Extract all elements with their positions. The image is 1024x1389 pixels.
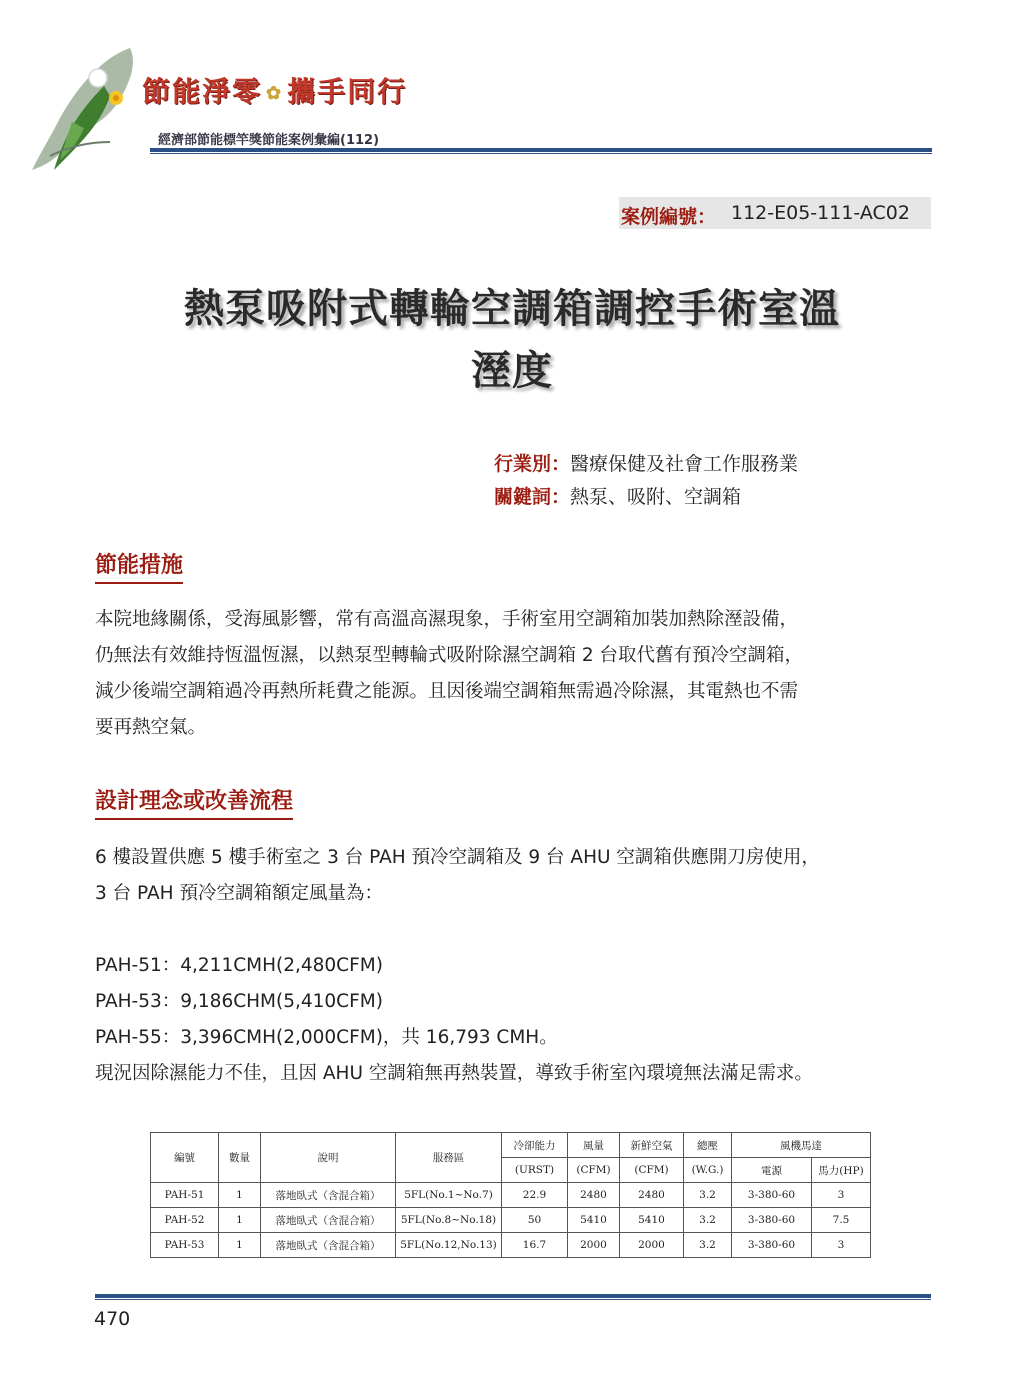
footer-rule-thin: [95, 1299, 931, 1300]
paragraph-line: 要再熱空氣。: [95, 717, 207, 738]
header-hp: 馬力(HP): [812, 1158, 871, 1183]
cell-cooling: 22.9: [502, 1183, 568, 1208]
flower-dot-icon: ✿: [266, 83, 284, 104]
cell-pressure: 3.2: [684, 1233, 732, 1258]
section-heading-energy-measures: 節能措施: [95, 548, 183, 584]
keywords-value: 熱泵、吸附、空調箱: [570, 486, 742, 508]
cell-airflow: 2000: [568, 1233, 620, 1258]
header-pressure-unit: (W.G.): [684, 1158, 732, 1183]
header-slogan: [142, 70, 407, 110]
case-number-label: 案例編號：: [621, 206, 717, 228]
cell-cooling: 50: [502, 1208, 568, 1233]
industry-value: 醫療保健及社會工作服務業: [570, 453, 799, 475]
cell-desc: 落地臥式（含混合箱）: [261, 1233, 396, 1258]
keywords-label: 關鍵詞：: [494, 486, 571, 508]
cell-cooling: 16.7: [502, 1233, 568, 1258]
header-id: 編號: [151, 1133, 219, 1183]
cell-qty: 1: [219, 1233, 261, 1258]
slogan-left: 節能淨零: [142, 75, 263, 108]
paragraph-line: 現況因除濕能力不佳，且因 AHU 空調箱無再熱裝置，導致手術室內環境無法滿足需求。: [95, 1063, 813, 1084]
header-area: 服務區: [396, 1133, 502, 1183]
cell-fresh: 5410: [620, 1208, 684, 1233]
footer-rule: [95, 1294, 931, 1298]
section-heading-design-process: 設計理念或改善流程: [95, 784, 293, 820]
cell-pressure: 3.2: [684, 1183, 732, 1208]
paragraph-line: 減少後端空調箱過冷再熱所耗費之能源。且因後端空調箱無需過冷除濕，其電熱也不需: [95, 681, 799, 702]
header-power: 電源: [732, 1158, 812, 1183]
table-row: [151, 1183, 871, 1208]
header-cooling-unit: (URST): [502, 1158, 568, 1183]
cell-airflow: 2480: [568, 1183, 620, 1208]
industry-label: 行業別：: [494, 453, 571, 475]
section-design-process-text: [95, 840, 935, 1092]
paragraph-line: 3 台 PAH 預冷空調箱額定風量為：: [95, 883, 383, 904]
industry-row: [494, 449, 798, 476]
equipment-spec-table: [150, 1132, 871, 1258]
cell-qty: 1: [219, 1183, 261, 1208]
header-cooling: 冷卻能力: [502, 1133, 568, 1158]
cell-pressure: 3.2: [684, 1208, 732, 1233]
table-row: [151, 1208, 871, 1233]
keywords-row: [494, 482, 741, 509]
cell-id: PAH-53: [151, 1233, 219, 1258]
header-rule: [150, 148, 932, 152]
cell-desc: 落地臥式（含混合箱）: [261, 1208, 396, 1233]
page-title: [60, 278, 964, 402]
cell-id: PAH-52: [151, 1208, 219, 1233]
header-motor: 風機馬達: [732, 1133, 871, 1158]
cell-power: 3-380-60: [732, 1208, 812, 1233]
table-row: [151, 1233, 871, 1258]
header-rule-thin: [150, 153, 932, 154]
paragraph-line: 6 樓設置供應 5 樓手術室之 3 台 PAH 預冷空調箱及 9 台 AHU 空調箱供應開刀房使用，: [95, 847, 820, 868]
slogan-right: 攜手同行: [287, 75, 408, 108]
taiwan-map-leaf-icon: [20, 38, 170, 188]
cell-hp: 3: [812, 1183, 871, 1208]
header-fresh: 新鮮空氣: [620, 1133, 684, 1158]
paragraph-line: PAH-55：3,396CMH(2,000CFM)，共 16,793 CMH。: [95, 1027, 558, 1048]
header-subtitle: 經濟部節能標竿獎節能案例彙編(112): [158, 133, 380, 148]
section-energy-measures-text: [95, 602, 935, 746]
cell-area: 5FL(No.12,No.13): [396, 1233, 502, 1258]
cell-fresh: 2480: [620, 1183, 684, 1208]
paragraph-line: 仍無法有效維持恆溫恆濕，以熱泵型轉輪式吸附除濕空調箱 2 台取代舊有預冷空調箱，: [95, 645, 804, 666]
cell-power: 3-380-60: [732, 1233, 812, 1258]
paragraph-line: [95, 912, 935, 948]
header-fresh-unit: (CFM): [620, 1158, 684, 1183]
header-airflow: 風量: [568, 1133, 620, 1158]
title-line-2: 溼度: [471, 348, 553, 394]
paragraph-line: PAH-51：4,211CMH(2,480CFM): [95, 955, 383, 976]
header-airflow-unit: (CFM): [568, 1158, 620, 1183]
cell-hp: 7.5: [812, 1208, 871, 1233]
cell-airflow: 5410: [568, 1208, 620, 1233]
title-line-1: 熱泵吸附式轉輪空調箱調控手術室溫: [184, 286, 840, 332]
header-pressure: 總壓: [684, 1133, 732, 1158]
cell-qty: 1: [219, 1208, 261, 1233]
cell-hp: 3: [812, 1233, 871, 1258]
paragraph-line: PAH-53：9,186CHM(5,410CFM): [95, 991, 383, 1012]
cell-fresh: 2000: [620, 1233, 684, 1258]
cell-power: 3-380-60: [732, 1183, 812, 1208]
case-number-box: [619, 197, 931, 229]
paragraph-line: 本院地緣關係，受海風影響，常有高溫高濕現象，手術室用空調箱加裝加熱除溼設備，: [95, 609, 799, 630]
case-number-value: 112-E05-111-AC02: [731, 202, 910, 224]
cell-area: 5FL(No.1~No.7): [396, 1183, 502, 1208]
cell-id: PAH-51: [151, 1183, 219, 1208]
page-number: 470: [94, 1308, 131, 1330]
header-desc: 說明: [261, 1133, 396, 1183]
table-header-row: [151, 1133, 871, 1158]
header-qty: 數量: [219, 1133, 261, 1183]
cell-desc: 落地臥式（含混合箱）: [261, 1183, 396, 1208]
cell-area: 5FL(No.8~No.18): [396, 1208, 502, 1233]
